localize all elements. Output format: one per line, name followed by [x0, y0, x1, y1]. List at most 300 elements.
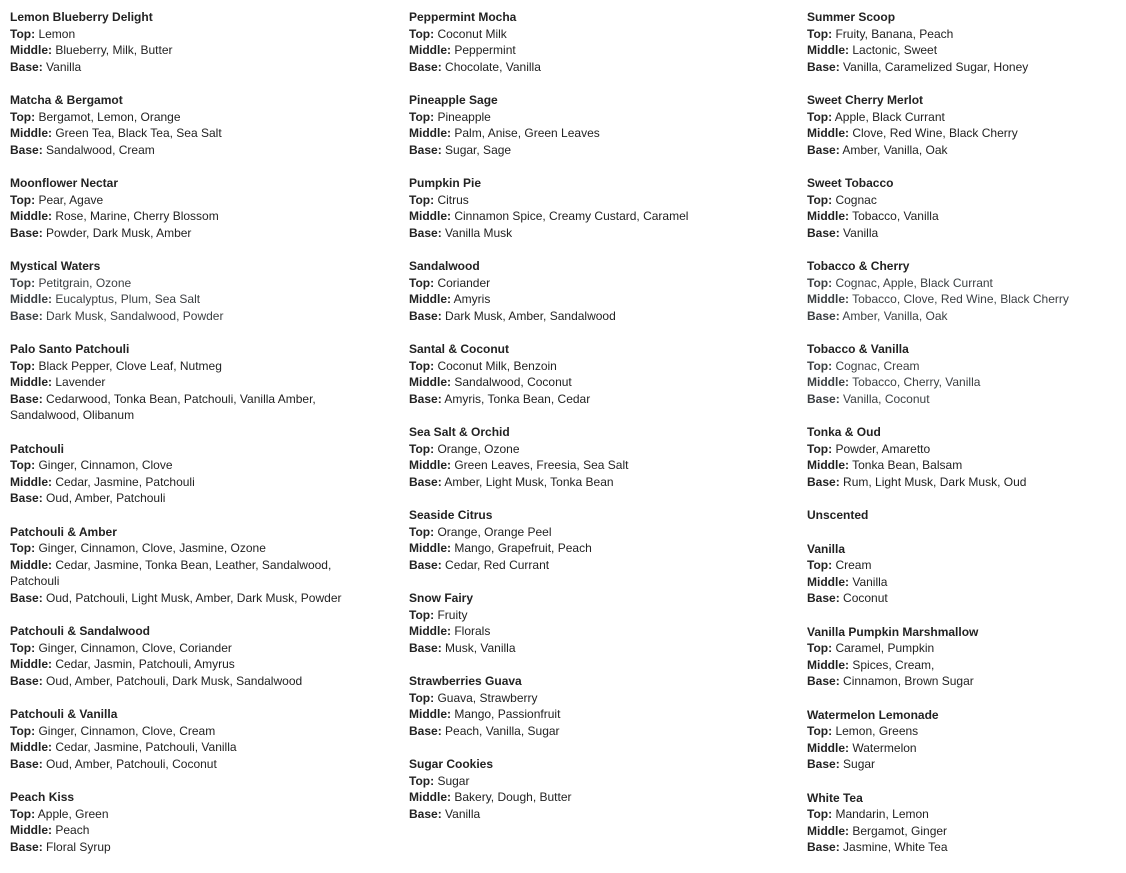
- top-notes-label: Top:: [807, 192, 833, 207]
- top-notes-line: [409, 192, 779, 209]
- middle-notes-value: Mango, Grapefruit, Peach: [454, 541, 592, 555]
- top-notes-line: [409, 441, 779, 458]
- base-notes-value: Rum, Light Musk, Dark Musk, Oud: [843, 474, 1027, 489]
- scent-name: Watermelon Lemonade: [807, 707, 939, 722]
- base-notes-line: [10, 673, 380, 690]
- middle-notes-line: [807, 657, 1107, 674]
- scent-entry: [807, 624, 1107, 690]
- base-notes-line: [409, 59, 779, 76]
- middle-notes-value: Peppermint: [454, 43, 516, 57]
- base-notes-line: [807, 142, 1107, 159]
- base-notes-value: Vanilla, Caramelized Sugar, Honey: [843, 59, 1029, 74]
- base-notes-value: Floral Syrup: [46, 839, 111, 854]
- top-notes-value: Cognac, Cream: [835, 358, 920, 373]
- top-notes-line: [10, 275, 380, 292]
- top-notes-label: Top:: [10, 541, 36, 555]
- base-notes-label: Base:: [409, 225, 442, 240]
- base-notes-value: Cinnamon, Brown Sugar: [843, 674, 974, 688]
- middle-notes-label: Middle:: [409, 209, 451, 223]
- base-notes-line: [807, 756, 1107, 773]
- top-notes-line: [409, 358, 779, 375]
- base-notes-value: Sandalwood, Cream: [46, 142, 155, 157]
- middle-notes-label: Middle:: [10, 740, 52, 754]
- middle-notes-value: Rose, Marine, Cherry Blossom: [55, 209, 219, 223]
- base-notes-value: Amyris, Tonka Bean, Cedar: [444, 391, 591, 406]
- scent-entry: [10, 175, 380, 241]
- middle-notes-label: Middle:: [807, 292, 849, 306]
- base-notes-line: [409, 474, 779, 491]
- base-notes-line: [807, 590, 1107, 607]
- middle-notes-label: Middle:: [409, 624, 451, 638]
- scent-entry: [409, 507, 779, 573]
- middle-notes-label: Middle:: [10, 657, 52, 671]
- middle-notes-line: [10, 374, 380, 391]
- top-notes-value: Apple, Black Currant: [834, 109, 945, 124]
- top-notes-value: Caramel, Pumpkin: [835, 641, 935, 655]
- top-notes-label: Top:: [10, 640, 36, 655]
- middle-notes-value: Bergamot, Ginger: [852, 823, 948, 838]
- middle-notes-label: Middle:: [409, 458, 451, 472]
- base-notes-line: [409, 557, 779, 574]
- base-notes-value: Powder, Dark Musk, Amber: [46, 225, 192, 240]
- top-notes-label: Top:: [807, 558, 833, 572]
- middle-notes-line: [10, 42, 380, 59]
- top-notes-line: [807, 275, 1107, 292]
- top-notes-line: [409, 773, 779, 790]
- scent-entry: [10, 441, 380, 507]
- scent-name: Patchouli & Sandalwood: [10, 624, 151, 638]
- top-notes-value: Cream: [835, 558, 872, 572]
- middle-notes-value: Tobacco, Clove, Red Wine, Black Cherry: [852, 292, 1069, 306]
- top-notes-value: Powder, Amaretto: [835, 441, 931, 456]
- base-notes-label: Base:: [10, 756, 43, 771]
- middle-notes-line: [807, 374, 1107, 391]
- top-notes-line: [10, 540, 380, 557]
- top-notes-value: Cognac, Apple, Black Currant: [835, 275, 993, 290]
- scent-entry: [807, 258, 1107, 324]
- middle-notes-label: Middle:: [409, 541, 451, 555]
- scent-name: Seaside Citrus: [409, 508, 493, 522]
- top-notes-label: Top:: [409, 441, 435, 456]
- base-notes-value: Sugar, Sage: [445, 142, 512, 157]
- base-notes-value: Coconut: [843, 591, 888, 605]
- middle-notes-label: Middle:: [807, 126, 849, 140]
- base-notes-value: Jasmine, White Tea: [843, 840, 948, 854]
- top-notes-line: [409, 524, 779, 541]
- base-notes-value: Oud, Amber, Patchouli, Dark Musk, Sandalwood: [46, 673, 303, 688]
- scent-entry: [10, 341, 380, 424]
- middle-notes-line: [807, 42, 1107, 59]
- middle-notes-value: Green Tea, Black Tea, Sea Salt: [55, 126, 222, 140]
- base-notes-label: Base:: [10, 839, 43, 854]
- base-notes-label: Base:: [807, 674, 840, 688]
- base-notes-value: Vanilla: [46, 59, 82, 74]
- top-notes-value: Lemon: [38, 26, 76, 41]
- middle-notes-value: Tobacco, Cherry, Vanilla: [852, 375, 981, 389]
- middle-notes-value: Cedar, Jasmin, Patchouli, Amyrus: [55, 657, 235, 671]
- top-notes-label: Top:: [807, 724, 833, 738]
- middle-notes-value: Tonka Bean, Balsam: [852, 458, 963, 472]
- middle-notes-label: Middle:: [807, 375, 849, 389]
- middle-notes-value: Watermelon: [852, 740, 917, 755]
- top-notes-line: [10, 192, 380, 209]
- middle-notes-line: [409, 208, 779, 225]
- top-notes-line: [409, 275, 779, 292]
- middle-notes-line: [10, 656, 380, 673]
- middle-notes-line: [807, 574, 1107, 591]
- top-notes-label: Top:: [409, 192, 435, 207]
- middle-notes-value: Cinnamon Spice, Creamy Custard, Caramel: [454, 209, 689, 223]
- scent-entry: [409, 92, 779, 158]
- scent-name: Santal & Coconut: [409, 342, 510, 356]
- base-notes-value: Oud, Patchouli, Light Musk, Amber, Dark Musk, Powder: [46, 590, 342, 605]
- scent-name: Mystical Waters: [10, 259, 101, 273]
- middle-notes-label: Middle:: [807, 574, 849, 589]
- middle-notes-line: [807, 823, 1107, 840]
- middle-notes-value: Florals: [454, 624, 491, 638]
- base-notes-line: [10, 590, 380, 607]
- scent-name: Tobacco & Cherry: [807, 259, 910, 273]
- top-notes-line: [807, 109, 1107, 126]
- base-notes-value: Sugar: [843, 757, 876, 771]
- top-notes-value: Fruity: [437, 607, 468, 622]
- top-notes-line: [10, 723, 380, 740]
- scent-name: Palo Santo Patchouli: [10, 342, 130, 356]
- top-notes-label: Top:: [807, 441, 833, 456]
- base-notes-line: [10, 839, 380, 856]
- top-notes-label: Top:: [409, 358, 435, 373]
- top-notes-value: Citrus: [437, 192, 469, 207]
- scent-entry: [10, 789, 380, 855]
- middle-notes-line: [10, 125, 380, 142]
- top-notes-line: [10, 26, 380, 43]
- middle-notes-value: Cedar, Jasmine, Tonka Bean, Leather, Sandalwood, Patchouli: [10, 557, 332, 588]
- middle-notes-line: [409, 457, 779, 474]
- top-notes-label: Top:: [10, 458, 36, 472]
- base-notes-line: [409, 308, 779, 325]
- middle-notes-label: Middle:: [10, 43, 52, 57]
- top-notes-value: Black Pepper, Clove Leaf, Nutmeg: [38, 358, 222, 373]
- base-notes-line: [10, 756, 380, 773]
- base-notes-label: Base:: [807, 142, 840, 157]
- middle-notes-line: [409, 125, 779, 142]
- top-notes-line: [807, 806, 1107, 823]
- scent-name: White Tea: [807, 790, 863, 805]
- scent-entry: [10, 92, 380, 158]
- base-notes-value: Chocolate, Vanilla: [445, 59, 541, 74]
- base-notes-label: Base:: [10, 59, 43, 74]
- scent-entry: [807, 424, 1107, 490]
- base-notes-label: Base:: [10, 225, 43, 240]
- scent-name: Pumpkin Pie: [409, 176, 482, 190]
- base-notes-value: Oud, Amber, Patchouli: [46, 491, 166, 505]
- top-notes-value: Ginger, Cinnamon, Clove, Cream: [38, 723, 216, 738]
- base-notes-line: [807, 673, 1107, 690]
- base-notes-line: [409, 391, 779, 408]
- top-notes-line: [807, 441, 1107, 458]
- top-notes-label: Top:: [807, 26, 833, 41]
- base-notes-value: Amber, Vanilla, Oak: [842, 308, 948, 323]
- top-notes-value: Guava, Strawberry: [437, 690, 538, 705]
- scent-name: Sandalwood: [409, 259, 480, 273]
- base-notes-line: [807, 225, 1107, 242]
- base-notes-value: Cedar, Red Currant: [445, 557, 550, 572]
- base-notes-label: Base:: [807, 59, 840, 74]
- scent-name: Pineapple Sage: [409, 93, 498, 107]
- top-notes-value: Orange, Orange Peel: [437, 524, 552, 539]
- middle-notes-line: [10, 291, 380, 308]
- middle-notes-label: Middle:: [409, 292, 451, 306]
- middle-notes-value: Spices, Cream,: [852, 657, 935, 672]
- base-notes-value: Vanilla: [843, 225, 879, 240]
- middle-notes-value: Vanilla: [852, 574, 888, 589]
- top-notes-line: [10, 109, 380, 126]
- scent-entry: [807, 507, 1107, 524]
- base-notes-value: Dark Musk, Amber, Sandalwood: [445, 308, 616, 323]
- base-notes-label: Base:: [807, 474, 840, 489]
- base-notes-line: [409, 640, 779, 657]
- scent-entry: [10, 706, 380, 772]
- scent-entry: [807, 175, 1107, 241]
- top-notes-label: Top:: [409, 26, 435, 41]
- middle-notes-line: [409, 540, 779, 557]
- base-notes-line: [409, 142, 779, 159]
- base-notes-label: Base:: [10, 391, 43, 406]
- top-notes-value: Ginger, Cinnamon, Clove: [38, 458, 173, 472]
- top-notes-value: Cognac: [835, 192, 877, 207]
- scent-column-2: [409, 9, 779, 839]
- middle-notes-label: Middle:: [409, 790, 451, 804]
- top-notes-value: Orange, Ozone: [437, 441, 520, 456]
- base-notes-line: [10, 490, 380, 507]
- middle-notes-line: [10, 474, 380, 491]
- top-notes-value: Ginger, Cinnamon, Clove, Jasmine, Ozone: [38, 541, 266, 555]
- middle-notes-line: [409, 291, 779, 308]
- base-notes-value: Peach, Vanilla, Sugar: [445, 723, 560, 738]
- middle-notes-label: Middle:: [409, 375, 451, 389]
- base-notes-line: [807, 59, 1107, 76]
- scent-name: Peppermint Mocha: [409, 10, 517, 24]
- top-notes-label: Top:: [10, 109, 36, 124]
- scent-name: Tonka & Oud: [807, 425, 881, 439]
- middle-notes-value: Eucalyptus, Plum, Sea Salt: [55, 292, 201, 306]
- middle-notes-line: [409, 374, 779, 391]
- middle-notes-line: [10, 557, 380, 590]
- base-notes-label: Base:: [10, 491, 43, 505]
- scent-entry: [409, 175, 779, 241]
- middle-notes-value: Amyris: [453, 292, 491, 306]
- scent-name: Vanilla: [807, 541, 846, 556]
- top-notes-label: Top:: [10, 723, 36, 738]
- middle-notes-label: Middle:: [807, 657, 849, 672]
- middle-notes-line: [409, 623, 779, 640]
- top-notes-value: Fruity, Banana, Peach: [835, 26, 954, 41]
- base-notes-value: Dark Musk, Sandalwood, Powder: [46, 308, 224, 323]
- top-notes-label: Top:: [10, 806, 36, 821]
- base-notes-line: [10, 308, 380, 325]
- scent-name: Sweet Cherry Merlot: [807, 93, 924, 107]
- middle-notes-label: Middle:: [10, 209, 52, 223]
- scent-name: Moonflower Nectar: [10, 176, 119, 190]
- top-notes-value: Coriander: [437, 275, 491, 290]
- middle-notes-label: Middle:: [409, 126, 451, 140]
- middle-notes-line: [10, 739, 380, 756]
- scent-entry: [807, 541, 1107, 607]
- top-notes-value: Lemon, Greens: [835, 724, 919, 738]
- scent-name: Vanilla Pumpkin Marshmallow: [807, 624, 979, 639]
- top-notes-value: Apple, Green: [37, 806, 109, 821]
- middle-notes-line: [807, 457, 1107, 474]
- base-notes-label: Base:: [10, 673, 43, 688]
- middle-notes-label: Middle:: [10, 126, 52, 140]
- middle-notes-value: Clove, Red Wine, Black Cherry: [852, 126, 1018, 140]
- top-notes-value: Pineapple: [437, 109, 491, 124]
- middle-notes-label: Middle:: [10, 557, 52, 572]
- middle-notes-value: Tobacco, Vanilla: [852, 209, 939, 223]
- scent-name: Tobacco & Vanilla: [807, 342, 909, 356]
- top-notes-value: Pear, Agave: [38, 192, 104, 207]
- top-notes-label: Top:: [10, 275, 36, 290]
- base-notes-label: Base:: [807, 391, 840, 406]
- top-notes-value: Coconut Milk: [437, 26, 507, 41]
- scent-entry: [409, 756, 779, 822]
- top-notes-value: Coconut Milk, Benzoin: [437, 358, 557, 373]
- top-notes-value: Ginger, Cinnamon, Clove, Coriander: [38, 640, 232, 655]
- middle-notes-value: Green Leaves, Freesia, Sea Salt: [454, 458, 629, 472]
- base-notes-label: Base:: [409, 391, 442, 406]
- base-notes-label: Base:: [409, 474, 442, 489]
- scent-name: Summer Scoop: [807, 10, 896, 24]
- scent-name: Sugar Cookies: [409, 757, 494, 771]
- middle-notes-label: Middle:: [807, 458, 849, 472]
- middle-notes-line: [10, 208, 380, 225]
- middle-notes-value: Palm, Anise, Green Leaves: [454, 126, 600, 140]
- scent-name: Snow Fairy: [409, 591, 474, 605]
- middle-notes-line: [409, 42, 779, 59]
- top-notes-label: Top:: [10, 26, 36, 41]
- base-notes-value: Amber, Vanilla, Oak: [842, 142, 948, 157]
- middle-notes-value: Lactonic, Sweet: [852, 43, 938, 57]
- middle-notes-line: [807, 208, 1107, 225]
- top-notes-label: Top:: [409, 524, 435, 539]
- base-notes-line: [409, 806, 779, 823]
- top-notes-value: Mandarin, Lemon: [835, 807, 929, 821]
- top-notes-label: Top:: [409, 690, 435, 705]
- base-notes-label: Base:: [409, 142, 442, 157]
- scent-name: Peach Kiss: [10, 790, 75, 804]
- top-notes-line: [409, 690, 779, 707]
- base-notes-label: Base:: [409, 723, 442, 738]
- base-notes-value: Cedarwood, Tonka Bean, Patchouli, Vanilla Amber, Sandalwood, Olibanum: [10, 391, 316, 422]
- scent-column-1: [10, 9, 380, 872]
- top-notes-value: Bergamot, Lemon, Orange: [38, 109, 181, 124]
- middle-notes-label: Middle:: [10, 375, 52, 389]
- top-notes-line: [807, 26, 1107, 43]
- middle-notes-value: Mango, Passionfruit: [454, 707, 561, 721]
- base-notes-label: Base:: [409, 557, 442, 572]
- base-notes-label: Base:: [409, 806, 442, 821]
- base-notes-value: Vanilla, Coconut: [843, 391, 930, 406]
- top-notes-value: Sugar: [437, 773, 470, 788]
- scent-entry: [409, 9, 779, 75]
- middle-notes-label: Middle:: [409, 707, 451, 721]
- top-notes-label: Top:: [807, 275, 833, 290]
- base-notes-line: [807, 474, 1107, 491]
- middle-notes-value: Lavender: [55, 375, 106, 389]
- top-notes-line: [807, 640, 1107, 657]
- top-notes-line: [10, 457, 380, 474]
- middle-notes-line: [409, 706, 779, 723]
- base-notes-line: [10, 391, 380, 424]
- top-notes-label: Top:: [807, 109, 833, 124]
- base-notes-label: Base:: [10, 142, 43, 157]
- scent-entry: [807, 341, 1107, 407]
- base-notes-line: [409, 225, 779, 242]
- scent-entry: [409, 673, 779, 739]
- scent-name: Lemon Blueberry Delight: [10, 10, 153, 24]
- middle-notes-label: Middle:: [10, 823, 52, 837]
- middle-notes-value: Cedar, Jasmine, Patchouli: [55, 474, 195, 489]
- top-notes-label: Top:: [10, 192, 36, 207]
- scent-name: Sweet Tobacco: [807, 176, 894, 190]
- scent-entry: [10, 258, 380, 324]
- base-notes-line: [409, 723, 779, 740]
- middle-notes-value: Peach: [55, 823, 90, 837]
- top-notes-label: Top:: [10, 358, 36, 373]
- base-notes-label: Base:: [807, 757, 840, 771]
- base-notes-label: Base:: [807, 308, 840, 323]
- top-notes-line: [807, 723, 1107, 740]
- base-notes-value: Vanilla Musk: [445, 225, 513, 240]
- base-notes-line: [10, 225, 380, 242]
- scent-entry: [409, 590, 779, 656]
- middle-notes-label: Middle:: [807, 43, 849, 57]
- base-notes-line: [807, 308, 1107, 325]
- base-notes-line: [10, 59, 380, 76]
- middle-notes-value: Bakery, Dough, Butter: [454, 790, 572, 804]
- scent-entry: [807, 92, 1107, 158]
- base-notes-line: [10, 142, 380, 159]
- top-notes-label: Top:: [807, 358, 833, 373]
- scent-entry: [409, 258, 779, 324]
- base-notes-label: Base:: [807, 840, 840, 854]
- base-notes-label: Base:: [409, 308, 442, 323]
- base-notes-line: [807, 839, 1107, 856]
- top-notes-line: [10, 640, 380, 657]
- base-notes-value: Amber, Light Musk, Tonka Bean: [444, 474, 614, 489]
- middle-notes-line: [807, 291, 1107, 308]
- middle-notes-line: [10, 822, 380, 839]
- scent-column-3: [807, 9, 1107, 873]
- scent-entry: [409, 424, 779, 490]
- top-notes-label: Top:: [807, 807, 833, 821]
- top-notes-line: [409, 26, 779, 43]
- middle-notes-label: Middle:: [10, 292, 52, 306]
- scent-entry: [409, 341, 779, 407]
- top-notes-label: Top:: [409, 109, 435, 124]
- top-notes-label: Top:: [409, 607, 435, 622]
- base-notes-value: Oud, Amber, Patchouli, Coconut: [46, 756, 217, 771]
- middle-notes-label: Middle:: [807, 209, 849, 223]
- base-notes-label: Base:: [807, 591, 840, 605]
- top-notes-line: [10, 806, 380, 823]
- scent-entry: [807, 707, 1107, 773]
- scent-entry: [10, 524, 380, 607]
- base-notes-label: Base:: [10, 590, 43, 605]
- base-notes-label: Base:: [409, 59, 442, 74]
- base-notes-value: Musk, Vanilla: [445, 640, 516, 655]
- scent-entry: [10, 623, 380, 689]
